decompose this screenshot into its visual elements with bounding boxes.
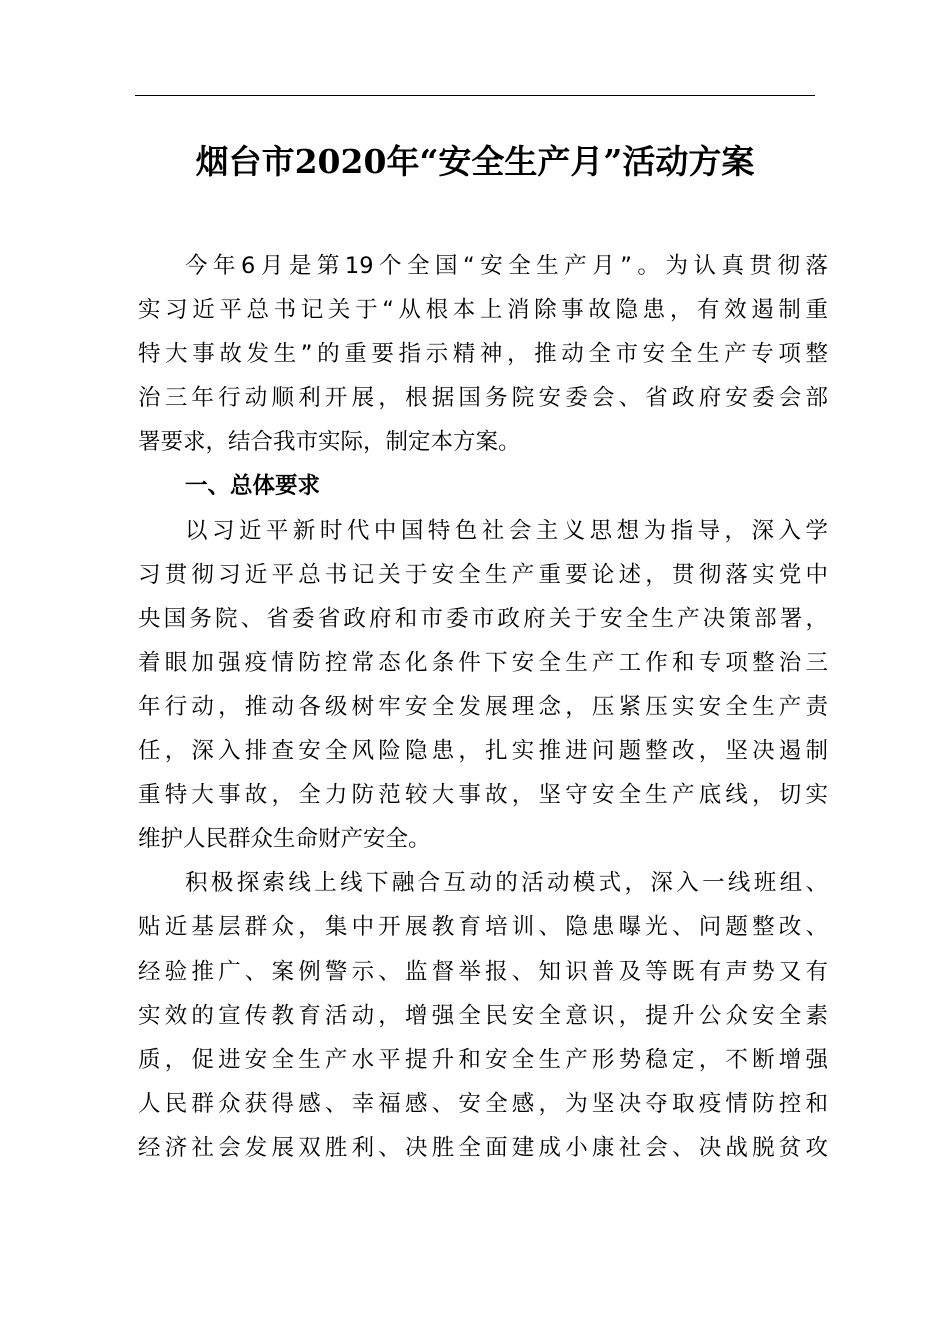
document-title: 烟台市2020年“安全生产月”活动方案 [195,142,755,181]
paragraph-1-line-2: 实习近平总书记关于“从根本上消除事故隐患，有效遏制重 [138,297,828,324]
paragraph-1-line-5: 署要求，结合我市实际，制定本方案。 [138,429,521,456]
paragraph-2-line-3: 央国务院、省委省政府和市委市政府关于安全生产决策部署， [138,605,828,632]
paragraph-3-line-5: 质，促进安全生产水平提升和安全生产形势稳定，不断增强 [138,1046,828,1073]
paragraph-2-line-1: 以习近平新时代中国特色社会主义思想为指导，深入学 [185,517,828,544]
paragraph-3-line-7: 经济社会发展双胜利、决胜全面建成小康社会、决战脱贫攻 [138,1134,828,1161]
paragraph-2-line-7: 重特大事故，全力防范较大事故，坚守安全生产底线，切实 [138,782,828,809]
paragraph-3-line-4: 实效的宣传教育活动，增强全民安全意识，提升公众安全素 [138,1002,828,1029]
paragraph-2-line-5: 年行动，推动各级树牢安全发展理念，压紧压实安全生产责 [138,693,828,720]
section-heading-overall-requirements: 一、总体要求 [185,473,321,500]
paragraph-3-line-3: 经验推广、案例警示、监督举报、知识普及等既有声势又有 [138,958,828,985]
header-rule [135,95,815,96]
document-body [138,244,828,1170]
paragraph-2-line-6: 任，深入排查安全风险隐患，扎实推进问题整改，坚决遏制 [138,738,828,765]
paragraph-2-line-2: 习贯彻习近平总书记关于安全生产重要论述，贯彻落实党中 [138,561,828,588]
paragraph-1-line-1: 今年6月是第19个全国“安全生产月”。为认真贯彻落 [185,253,828,279]
paragraph-1-line-4: 治三年行动顺利开展，根据国务院安委会、省政府安委会部 [138,385,828,412]
paragraph-2-line-8: 维护人民群众生命财产安全。 [138,826,431,853]
paragraph-3-line-2: 贴近基层群众，集中开展教育培训、隐患曝光、问题整改、 [138,914,828,941]
paragraph-3-line-1: 积极探索线上线下融合互动的活动模式，深入一线班组、 [185,870,828,897]
paragraph-1-line-3: 特大事故发生”的重要指示精神，推动全市安全生产专项整 [138,341,828,368]
paragraph-3-line-6: 人民群众获得感、幸福感、安全感，为坚决夺取疫情防控和 [138,1090,828,1117]
paragraph-2-line-4: 着眼加强疫情防控常态化条件下安全生产工作和专项整治三 [138,649,828,676]
